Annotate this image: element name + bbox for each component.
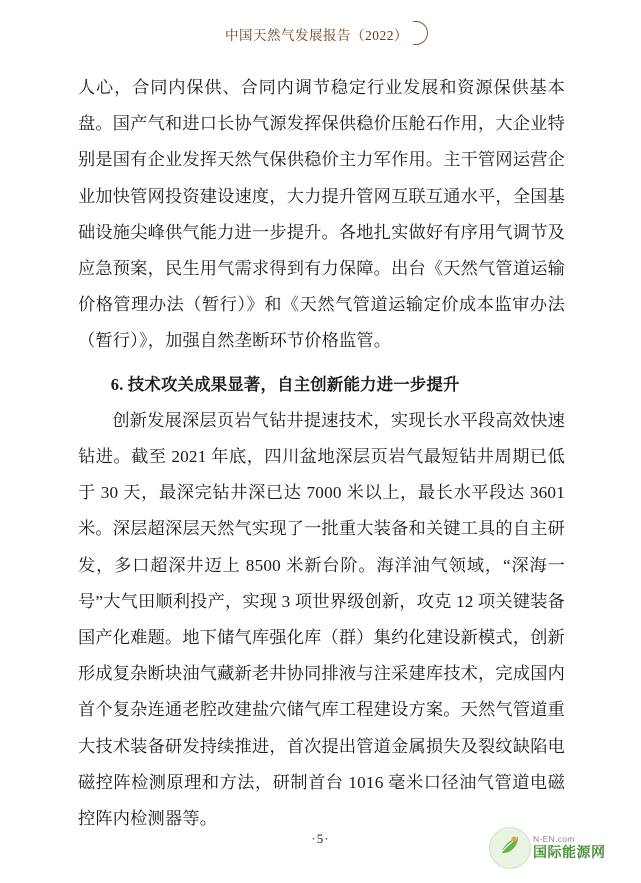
spacer (78, 360, 565, 367)
watermark (489, 825, 627, 869)
header-title-wrapper (215, 22, 426, 48)
arc-bracket-icon (413, 21, 428, 45)
watermark-text (533, 834, 627, 860)
watermark-cn: 国际能源网 (533, 844, 606, 860)
page-header (0, 22, 641, 52)
page-content (78, 70, 565, 837)
leaf-icon (498, 834, 520, 856)
watermark-en: N-EN.com (533, 834, 575, 844)
page-title: 中国天然气发展报告（2022） (225, 28, 408, 43)
section-heading-6: 6. 技术攻关成果显著，自主创新能力进一步提升 (110, 374, 460, 394)
page-number: ·5· (311, 831, 330, 846)
paragraph-continuation: 人心，合同内保供、合同内调节稳定行业发展和资源保供基本盘。国产气和进口长协气源发挥保供稳价压舱石作用，大企业特别是国有企业发挥天然气保供稳价主力军作用。主干管网运营企业加快管网投资建设速度，大力提升管网互联互通水平，全国基础设施尖峰供气能力进一步提升。各地扎实做好有序用气调节及应急预案，民生用气需求得到有力保障。出台《天然气管道运输价格管理办法（暂行）》和《天然气管道运输定价成本监审办法（暂行）》，加强自然垄断环节价格监管。 (78, 78, 565, 351)
paragraph-technology: 创新发展深层页岩气钻井提速技术，实现长水平段高效快速钻进。截至 2021 年底，四川盆地深层页岩气最短钻井周期已低于 30 天，最深完钻井深已达 7000 米以上，最长水平段达 3601 米。深层超深层天然气实现了一批重大装备和关键工具的自主研发，多口超深井迈上 8500 米新台阶。海洋油气领域，“深海一号”大气田顺利投产，实现 3 项世界级创新，攻克 12 项关键装备国产化难题。地下储气库强化库（群）集约化建设新模式，创新形成复杂断块油气藏新老井协同排液与注采建库技术，完成国内首个复杂连通老腔改建盐穴储气库工程建设方案。天然气管道重大技术装备研发持续推进，首次提出管道金属损失及裂纹缺陷电磁控阵检测原理和方法，研制首台 1016 毫米口径油气管道电磁控阵内检测器等。 (78, 410, 565, 829)
